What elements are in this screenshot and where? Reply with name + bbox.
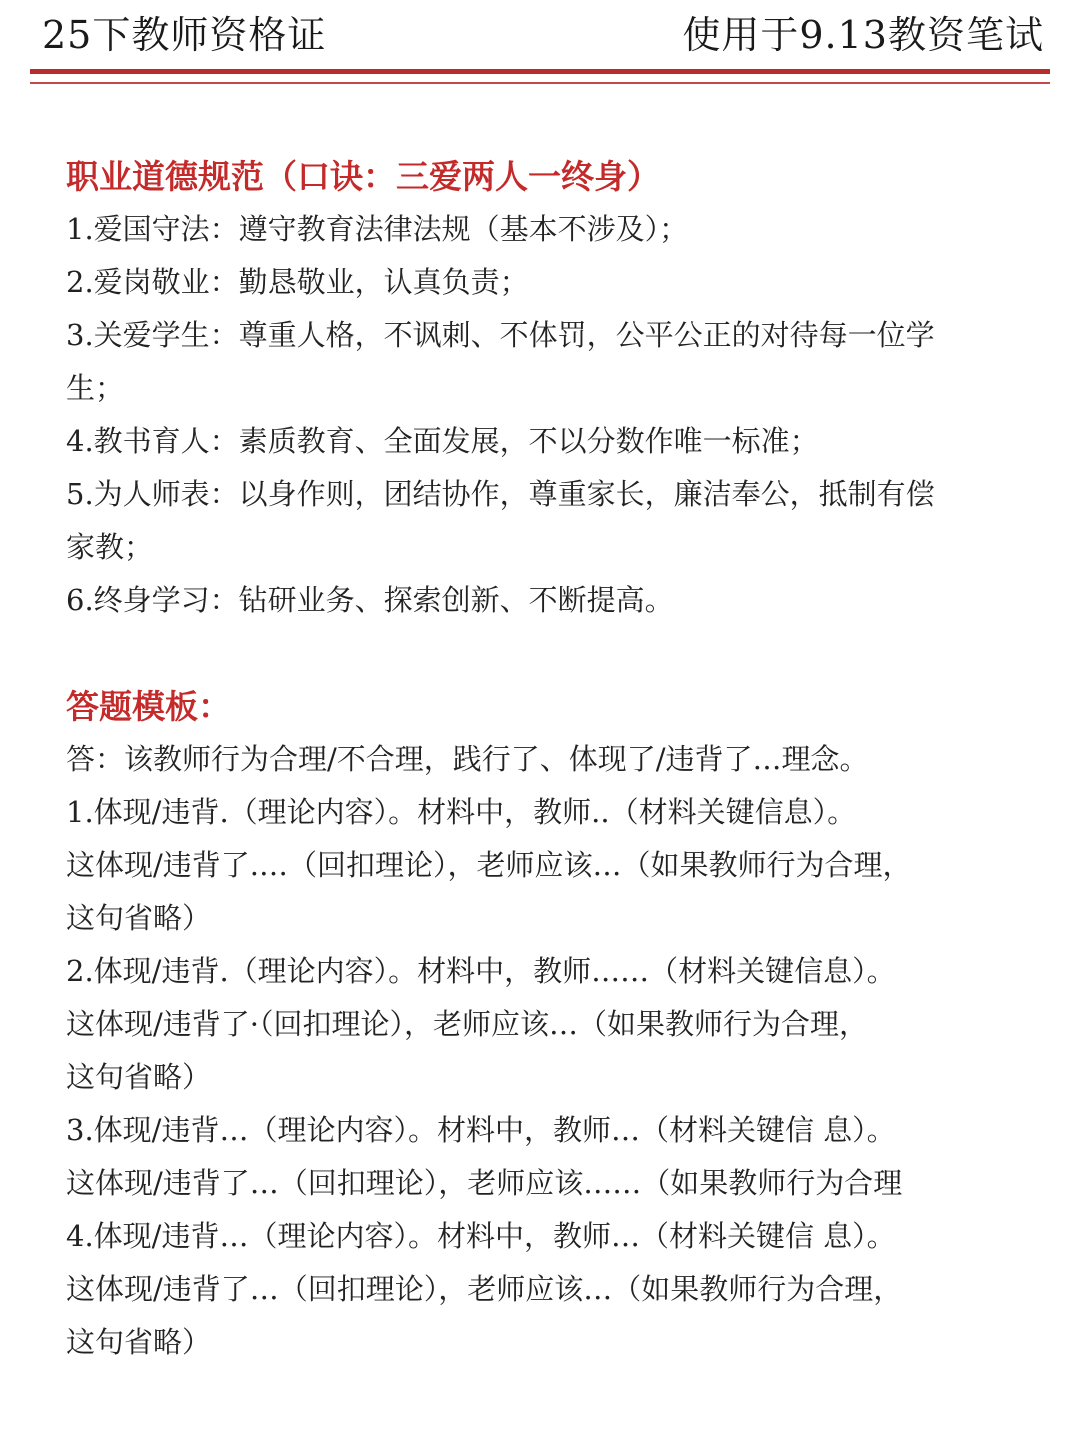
page-header [0,0,1080,90]
header-title-right: 使用于9.13教资笔试 [682,13,1044,57]
template-line: 1.体现/违背.（理论内容）。材料中，教师..（材料关键信息）。 [66,795,857,829]
template-line: 这体现/违背了.…（回扣理论），老师应该…（如果教师行为合理， [66,848,912,882]
header-rule-thick [30,69,1050,74]
ethics-line: 5.为人师表：以身作则，团结协作，尊重家长，廉洁奉公，抵制有偿 [66,477,935,511]
ethics-line: 1.爱国守法：遵守教育法律法规（基本不涉及）； [66,212,689,246]
ethics-line: 6.终身学习：钻研业务、探索创新、不断提高。 [66,583,674,617]
template-line: 这句省略） [66,901,212,935]
section-spacer [66,627,1016,680]
ethics-line: 3.关爱学生：尊重人格，不讽刺、不体罚，公平公正的对待每一位学 [66,318,935,352]
template-line: 3.体现/违背…（理论内容）。材料中，教师…（材料关键信 息）。 [66,1113,896,1147]
section-template [66,680,1016,1369]
ethics-line: 生； [66,371,125,405]
ethics-line: 2.爱岗敬业：勤恳敬业，认真负责； [66,265,529,299]
section-ethics [66,150,1016,627]
template-line: 这句省略） [66,1060,212,1094]
template-line: 这体现/违背了…（回扣理论），老师应该……（如果教师行为合理 [66,1166,903,1200]
header-rule-thin [30,82,1050,84]
header-title-left: 25下教师资格证 [42,13,327,57]
template-line: 这句省略） [66,1325,212,1359]
ethics-line: 家教； [66,530,154,564]
ethics-line: 4.教书育人：素质教育、全面发展，不以分数作唯一标准； [66,424,819,458]
template-line: 这体现/违背了·（回扣理论），老师应该…（如果教师行为合理， [66,1007,868,1041]
document-body [66,150,1016,1369]
template-line: 4.体现/违背…（理论内容）。材料中，教师…（材料关键信 息）。 [66,1219,896,1253]
section-ethics-title: 职业道德规范（口诀：三爱两人一终身） [66,157,660,196]
template-line: 这体现/违背了…（回扣理论），老师应该…（如果教师行为合理， [66,1272,903,1306]
section-template-title: 答题模板： [66,687,231,726]
template-line: 答：该教师行为合理/不合理，践行了、体现了/违背了…理念。 [66,742,869,776]
template-line: 2.体现/违背.（理论内容）。材料中，教师……（材料关键信息）。 [66,954,896,988]
